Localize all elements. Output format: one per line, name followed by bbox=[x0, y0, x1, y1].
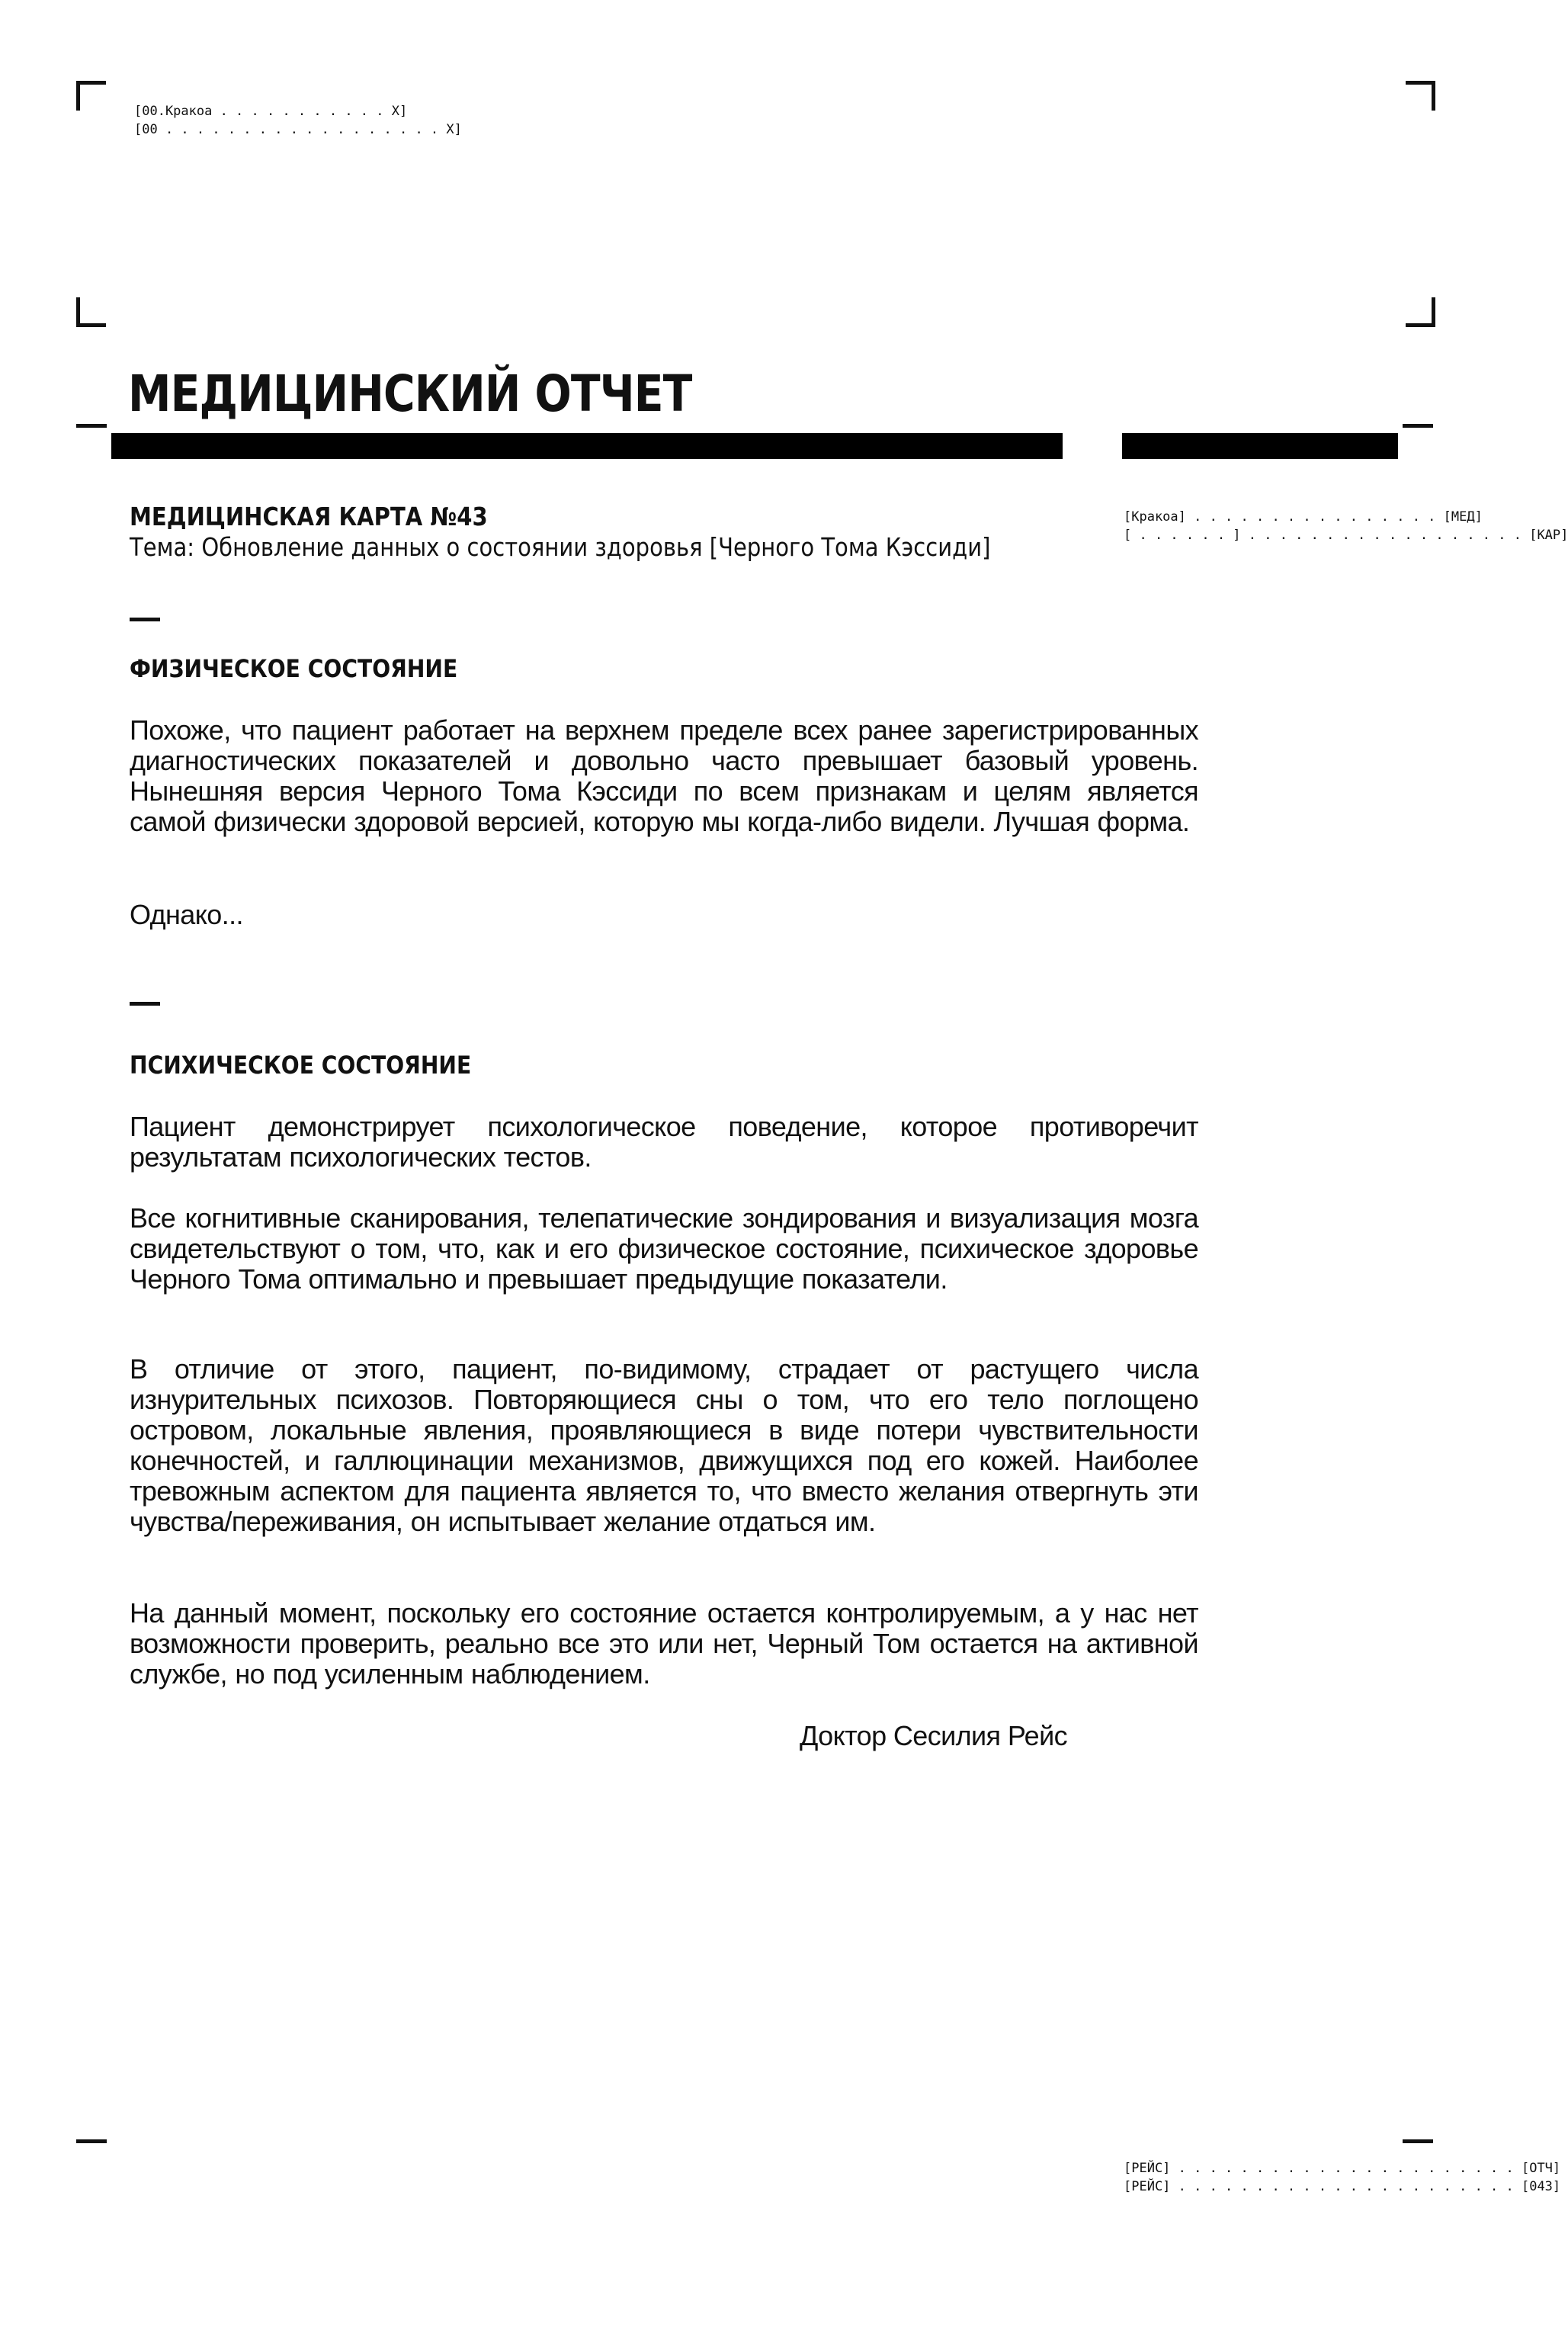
mental-paragraph-3: В отличие от этого, пациент, по-видимому, страдает от растущего числа изнурительных психозов. Повторяющиеся сны о том, что его тело поглощено островом, локальные явления, проявляющиеся в виде потери чувствительности конечностей, и галлюцинации механизмов, движущихся под его кожей. Наиболее тревожным аспектом для пациента является то, что вместо желания отвергнуть эти чувства/переживания, он испытывает желание отдаться им. bbox=[130, 1353, 1198, 1537]
side-tag-1: [Кракоа] . . . . . . . . . . . . . . . . [МЕД] bbox=[1124, 509, 1483, 525]
section-divider-mental bbox=[130, 1002, 160, 1006]
corner-bracket-bottom-left bbox=[76, 297, 106, 327]
side-tag-2: [ . . . . . . ] . . . . . . . . . . . . . . . . . . [КАР] bbox=[1124, 528, 1568, 543]
corner-bracket-top-right bbox=[1406, 81, 1435, 111]
report-theme: Тема: Обновление данных о состоянии здоровья [Черного Тома Кэссиди] bbox=[130, 532, 991, 562]
mental-heading: ПСИХИЧЕСКОЕ СОСТОЯНИЕ bbox=[130, 1051, 472, 1080]
side-bar bbox=[1122, 433, 1398, 459]
bottom-left-marker-dash bbox=[76, 2139, 107, 2143]
top-tag-2: [00 . . . . . . . . . . . . . . . . . . X] bbox=[134, 122, 462, 137]
title-bar bbox=[111, 433, 1063, 459]
physical-paragraph-1: Похоже, что пациент работает на верхнем пределе всех ранее зарегистрированных диагностических показателей и довольно часто превышает базовый уровень. Нынешняя версия Черного Тома Кэссиди по всем признакам и целям является самой физически здоровой версией, которую мы когда-либо видели. Лучшая форма. bbox=[130, 714, 1198, 837]
footer-tag-1: [РЕЙС] . . . . . . . . . . . . . . . . . . . . . . [ОТЧ] bbox=[1124, 2161, 1561, 2176]
card-number: МЕДИЦИНСКАЯ КАРТА №43 bbox=[130, 502, 488, 531]
physical-heading: ФИЗИЧЕСКОЕ СОСТОЯНИЕ bbox=[130, 654, 458, 683]
mental-paragraph-2: Все когнитивные сканирования, телепатические зондирования и визуализация мозга свидетельствуют о том, что, как и его физическое состояние, психическое здоровье Черного Тома оптимально и превышает предыдущие показатели. bbox=[130, 1202, 1198, 1295]
top-tag-1: [00.Кракоа . . . . . . . . . . . X] bbox=[134, 104, 408, 119]
left-marker-dash bbox=[76, 424, 107, 428]
corner-bracket-top-left bbox=[76, 81, 106, 111]
corner-bracket-bottom-right bbox=[1406, 297, 1435, 327]
section-divider-physical bbox=[130, 618, 160, 621]
bottom-right-marker-dash bbox=[1403, 2139, 1433, 2143]
right-marker-dash bbox=[1403, 424, 1433, 428]
physical-paragraph-2: Однако... bbox=[130, 899, 243, 930]
footer-tag-2: [РЕЙС] . . . . . . . . . . . . . . . . . . . . . . [043] bbox=[1124, 2179, 1561, 2194]
signature: Доктор Сесилия Рейс bbox=[800, 1720, 1067, 1751]
mental-paragraph-4: На данный момент, поскольку его состояние остается контролируемым, а у нас нет возможности проверить, реально все это или нет, Черный Том остается на активной службе, но под усиленным наблюдением. bbox=[130, 1597, 1198, 1690]
page-title: МЕДИЦИНСКИЙ ОТЧЕТ bbox=[128, 364, 692, 423]
mental-paragraph-1: Пациент демонстрирует психологическое поведение, которое противоречит результатам психологических тестов. bbox=[130, 1111, 1198, 1173]
